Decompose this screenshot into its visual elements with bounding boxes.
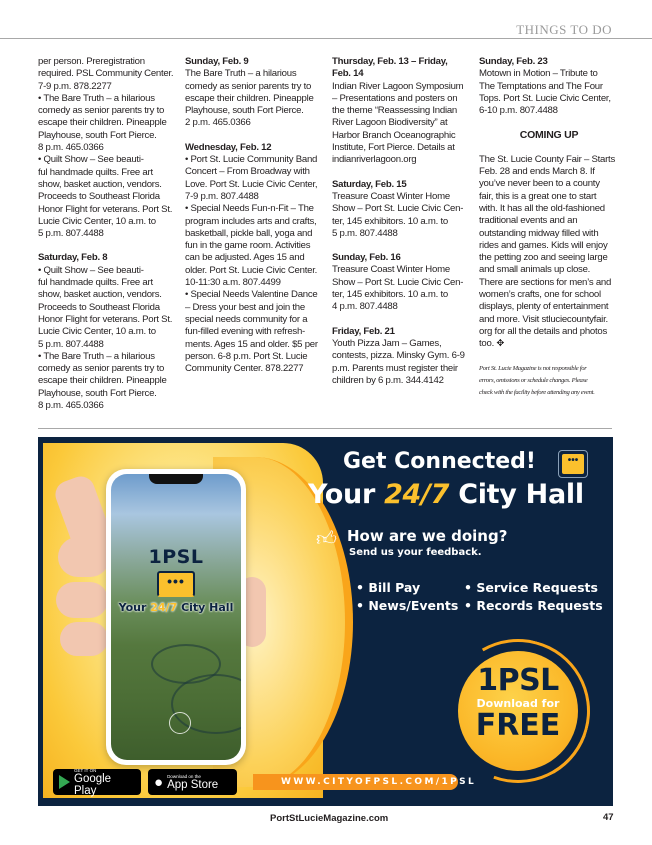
event-body: Indian River Lagoon Symposium – Presentations and posters on the theme “Reassessing Indian River Lagoon Biodiversity” at Harbor Branch Oceanographic Institute, Fort Pierce. Details at indianriverlagoon.org bbox=[332, 80, 464, 166]
bubble-dots: ••• bbox=[167, 573, 185, 589]
google-play-big: Google Play bbox=[74, 772, 112, 797]
tagline-post: City Hall bbox=[177, 601, 234, 614]
column-2 bbox=[185, 56, 325, 387]
column-4 bbox=[479, 56, 619, 399]
map-river bbox=[151, 644, 221, 684]
headline-city-hall bbox=[308, 479, 584, 510]
app-store-text bbox=[167, 774, 218, 791]
hand-fingers bbox=[58, 537, 110, 577]
event-block bbox=[38, 56, 178, 240]
download-badge[interactable] bbox=[458, 651, 578, 771]
chat-bubble-icon bbox=[157, 571, 195, 597]
google-play-icon bbox=[59, 775, 70, 789]
headline2-pre: Your bbox=[308, 479, 385, 510]
event-block bbox=[332, 252, 472, 313]
badge-sub: Download for bbox=[476, 697, 560, 710]
tagline-pre: Your bbox=[118, 601, 151, 614]
event-block bbox=[332, 326, 472, 387]
location-marker-icon bbox=[169, 712, 191, 734]
event-body: per person. Preregistration required. PSL Community Center. 7-9 p.m. 878.2277 • The Bare Truth – a hilarious comedy as senior parents try to escape their children. Pineapple Playhouse, south Fort Pierce. 8 p.m. 465.0366 • Quilt Show – See beauti- ful handmade quilts. Free art show, basket auction, vendors. Proceeds to Southeast Florida Honor Flight for veterans. Port St. Lucie Civic Center, 10 a.m. to 5 p.m. 807.4488 bbox=[38, 56, 174, 240]
event-block bbox=[332, 56, 472, 167]
service-item: • Records Requests bbox=[464, 598, 603, 613]
event-date: Sunday, Feb. 23 bbox=[479, 56, 548, 67]
headline-get-connected: Get Connected! bbox=[343, 449, 536, 474]
top-divider bbox=[0, 38, 652, 39]
event-block bbox=[38, 252, 178, 412]
coming-up-heading: COMING UP bbox=[519, 129, 579, 142]
mid-divider bbox=[38, 428, 612, 429]
phone-logo-text: 1PSL bbox=[148, 546, 204, 568]
hand-fingers bbox=[60, 622, 108, 656]
headline2-highlight: 24/7 bbox=[384, 479, 450, 510]
event-date: Sunday, Feb. 16 bbox=[332, 252, 401, 264]
phone-notch bbox=[149, 474, 203, 484]
headline2-post: City Hall bbox=[449, 479, 584, 510]
phone-app-logo bbox=[111, 546, 241, 614]
event-block bbox=[185, 56, 325, 130]
phone-mockup bbox=[106, 469, 246, 765]
event-body: The Bare Truth – a hilarious comedy as senior parents try to escape their children. Pineapple Playhouse, south Fort Pierce. 2 p.m. 465.0366 bbox=[185, 68, 314, 129]
event-date: Thursday, Feb. 13 – Friday, Feb. 14 bbox=[332, 56, 448, 80]
event-body: Treasure Coast Winter Home Show – Port St. Lucie Civic Cen- ter, 145 exhibitors. 10 a.m. to 4 p.m. 807.4488 bbox=[332, 264, 464, 313]
event-block bbox=[332, 179, 472, 240]
chat-bubble-icon: ••• bbox=[562, 454, 584, 474]
column-1 bbox=[38, 56, 178, 424]
google-play-button[interactable] bbox=[53, 769, 141, 795]
feedback-sub: Send us your feedback. bbox=[349, 547, 482, 558]
event-body: • Quilt Show – See beauti- ful handmade quilts. Free art show, basket auction, vendors. Proceeds to Southeast Florida Honor Flight for veterans. Port St. Lucie Civic Center, 10 a.m. to 5 p.m. 807.4488 • The Bare Truth – a hilarious comedy as senior parents try to escape their children. Pineapple Playhouse, south Fort Pierce. 8 p.m. 465.0366 bbox=[38, 264, 173, 412]
website-url[interactable]: WWW.CITYOFPSL.COM/1PSL bbox=[253, 774, 458, 790]
advertisement-1psl[interactable] bbox=[38, 437, 613, 806]
services-list bbox=[356, 580, 606, 613]
apple-icon: ● bbox=[154, 773, 164, 791]
badge-free: FREE bbox=[475, 708, 561, 743]
event-body: • Port St. Lucie Community Band Concert – From Broadway with Love. Port St. Lucie Civic Center, 7-9 p.m. 807.4488 • Special Needs Fun-n-Fit – The program includes arts and crafts, basketball, pickle ball, yoga and fun in the game room. Activities can be adjusted. Ages 15 and older. Port St. Lucie Civic Center. 10-11:30 a.m. 807.4499 • Special Needs Valentine Dance – Dress your best and join the special needs community for a fun-filled evening with refresh- ments. Ages 15 and older. $5 per person. 6-8 p.m. Port St. Lucie Community Center. 878.2277 bbox=[185, 154, 318, 375]
service-item: • News/Events bbox=[356, 598, 459, 613]
event-block bbox=[185, 142, 325, 376]
phone-tagline bbox=[111, 601, 241, 614]
event-date: Wednesday, Feb. 12 bbox=[185, 141, 272, 153]
service-item: • Bill Pay bbox=[356, 580, 421, 595]
page-number: 47 bbox=[603, 812, 614, 823]
coming-up-body: The St. Lucie County Fair – Starts Feb. 28 and ends March 8. If you’ve never been to a county fair, this is a great one to start with. It has all the old-fashioned traditional events and an outstanding midway filled with rides and games. Kids will enjoy the petting zoo and seeing large and small animals up close. There are sections for men’s and women’s crafts, one for school displays, plenty of entertainment and more. Visit stluciecountyfair. org for all the details and photos too. ✥ bbox=[479, 153, 616, 350]
event-date: Saturday, Feb. 8 bbox=[38, 252, 108, 264]
column-3 bbox=[332, 56, 472, 399]
app-store-small: Download on the bbox=[167, 773, 201, 779]
event-date: Saturday, Feb. 15 bbox=[332, 178, 407, 190]
app-store-big: App Store bbox=[167, 778, 219, 791]
event-date: Friday, Feb. 21 bbox=[332, 325, 395, 337]
hand-fingers bbox=[56, 582, 108, 618]
tagline-highlight: 24/7 bbox=[150, 601, 178, 614]
feedback-question: How are we doing? bbox=[347, 527, 508, 545]
footer-website: PortStLucieMagazine.com bbox=[270, 813, 389, 824]
event-body: Youth Pizza Jam – Games, contests, pizza. Minsky Gym. 6-9 p.m. Parents must register their children by 6 p.m. 344.4142 bbox=[332, 337, 465, 386]
app-store-button[interactable] bbox=[148, 769, 237, 795]
service-item: • Service Requests bbox=[464, 580, 598, 595]
event-block bbox=[479, 56, 619, 117]
google-play-text bbox=[74, 768, 135, 797]
disclaimer: Port St. Lucie Magazine is not responsible for errors, omissions or schedule changes. Please check with the facility before attending any event. bbox=[479, 364, 595, 396]
section-label: THINGS TO DO bbox=[516, 22, 612, 37]
phone-screen bbox=[111, 474, 241, 760]
chat-headset-icon bbox=[558, 450, 588, 478]
event-date: Sunday, Feb. 9 bbox=[185, 56, 249, 67]
google-play-small: GET IT ON bbox=[74, 767, 97, 773]
badge-title: 1PSL bbox=[477, 663, 559, 698]
event-body: Motown in Motion – Tribute to The Temptations and The Four Tops. Port St. Lucie Civic Center, 6-10 p.m. 807.4488 bbox=[479, 68, 611, 117]
event-body: Treasure Coast Winter Home Show – Port St. Lucie Civic Cen- ter, 145 exhibitors. 10 a.m. to 5 p.m. 807.4488 bbox=[332, 190, 464, 239]
events-columns bbox=[38, 56, 618, 416]
thumbs-up-icon: 👍︎ bbox=[316, 528, 337, 550]
